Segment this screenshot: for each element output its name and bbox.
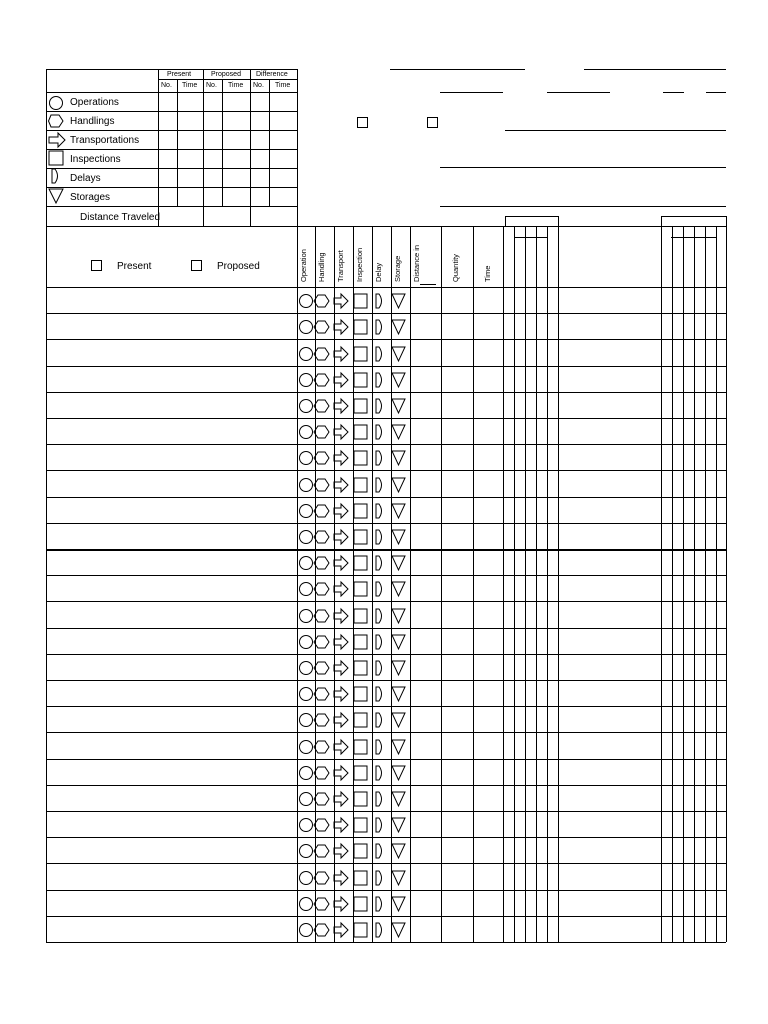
handling-icon[interactable] (314, 348, 329, 360)
summary-left-border (46, 69, 47, 226)
transport-icon[interactable] (334, 635, 348, 649)
handling-icon[interactable] (314, 610, 329, 622)
handling-icon[interactable] (314, 688, 329, 700)
column-box-top (661, 216, 726, 217)
column-box-top (505, 216, 558, 217)
triangle-down-icon (48, 188, 64, 204)
step-symbols (297, 422, 410, 442)
grid-column-line (536, 226, 537, 942)
column-box-side (505, 216, 506, 226)
step-symbols (297, 396, 410, 416)
summary-sub-time: Time (228, 82, 244, 89)
inspection-icon[interactable] (354, 399, 367, 413)
col-header-inspection: Inspection (355, 247, 364, 282)
step-row-line (46, 444, 726, 445)
storage-icon[interactable] (392, 530, 405, 544)
handling-icon[interactable] (314, 767, 329, 779)
summary-row-line (46, 206, 297, 207)
storage-icon[interactable] (392, 582, 405, 596)
storage-icon[interactable] (392, 792, 405, 806)
step-row-line (46, 916, 726, 917)
col-header-handling: Handling (317, 252, 326, 282)
step-symbols (297, 763, 410, 783)
handling-icon[interactable] (314, 662, 329, 674)
transport-icon[interactable] (334, 713, 348, 727)
storage-icon[interactable] (392, 687, 405, 701)
summary-sub-time: Time (275, 82, 291, 89)
step-symbols (297, 291, 410, 311)
inspection-icon[interactable] (354, 347, 367, 361)
summary-sub-time: Time (182, 82, 198, 89)
summary-sub-line (177, 79, 178, 206)
handling-icon[interactable] (314, 898, 329, 910)
summary-sub-no: No. (206, 82, 217, 89)
inspection-icon[interactable] (354, 451, 367, 465)
delay-icon[interactable] (376, 399, 382, 413)
col-header-quantity: Quantity (451, 254, 460, 282)
summary-header-proposed: Proposed (211, 71, 241, 78)
storage-icon[interactable] (392, 766, 405, 780)
delay-icon[interactable] (376, 792, 382, 806)
delay-icon[interactable] (376, 556, 382, 570)
operation-icon[interactable] (300, 688, 313, 701)
summary-row-line (46, 130, 297, 131)
transport-icon[interactable] (334, 923, 348, 937)
transport-icon[interactable] (334, 609, 348, 623)
summary-row-operations: Operations (70, 97, 119, 108)
operation-icon[interactable] (300, 583, 313, 596)
summary-group-line (203, 69, 204, 226)
inspection-icon[interactable] (354, 609, 367, 623)
transport-icon[interactable] (334, 530, 348, 544)
summary-header-difference: Difference (256, 71, 288, 78)
storage-icon[interactable] (392, 320, 405, 334)
hexagon-icon (48, 113, 64, 129)
summary-row-line (46, 226, 297, 227)
step-row-line (46, 706, 726, 707)
summary-top-border (46, 69, 297, 70)
step-symbols (297, 737, 410, 757)
grid-column-line (726, 226, 727, 942)
summary-row-handlings: Handlings (70, 116, 115, 127)
step-symbols (297, 684, 410, 704)
d-shape-icon (49, 168, 65, 184)
handling-icon[interactable] (314, 374, 329, 386)
grid-column-line (514, 226, 515, 942)
operation-icon[interactable] (300, 321, 313, 334)
operation-icon[interactable] (300, 661, 313, 674)
operation-icon[interactable] (300, 478, 313, 491)
step-symbols (297, 815, 410, 835)
operation-icon[interactable] (300, 766, 313, 779)
delay-icon[interactable] (376, 897, 382, 911)
transport-icon[interactable] (334, 582, 348, 596)
delay-icon[interactable] (376, 818, 382, 832)
storage-icon[interactable] (392, 923, 405, 937)
step-dash-line (297, 549, 410, 550)
delay-icon[interactable] (376, 844, 382, 858)
step-symbols (297, 789, 410, 809)
handling-icon[interactable] (314, 845, 329, 857)
transport-icon[interactable] (334, 792, 348, 806)
col-header-time: Time (483, 265, 492, 282)
step-row-line (46, 523, 726, 524)
column-box-side (726, 216, 727, 226)
inspection-icon[interactable] (354, 504, 367, 518)
transport-icon[interactable] (334, 661, 348, 675)
grid-column-line (705, 226, 706, 942)
handling-icon[interactable] (314, 872, 329, 884)
operation-icon[interactable] (300, 295, 313, 308)
summary-sub-line (269, 79, 270, 206)
transport-icon[interactable] (334, 451, 348, 465)
delay-icon[interactable] (376, 294, 382, 308)
step-symbols (297, 710, 410, 730)
handling-icon[interactable] (314, 479, 329, 491)
present-label: Present (117, 261, 152, 272)
delay-icon[interactable] (376, 871, 382, 885)
operation-icon[interactable] (300, 871, 313, 884)
storage-icon[interactable] (392, 478, 405, 492)
storage-icon[interactable] (392, 451, 405, 465)
col-header-storage: Storage (393, 255, 402, 282)
handling-icon[interactable] (314, 714, 329, 726)
header-field-1[interactable] (390, 69, 525, 70)
storage-icon[interactable] (392, 556, 405, 570)
delay-icon[interactable] (376, 451, 382, 465)
operation-icon[interactable] (300, 347, 313, 360)
step-symbols (297, 868, 410, 888)
transport-icon[interactable] (334, 844, 348, 858)
step-row-line (46, 732, 726, 733)
transport-icon[interactable] (334, 871, 348, 885)
summary-row-line (46, 149, 297, 150)
step-row-line (46, 785, 726, 786)
handling-icon[interactable] (314, 583, 329, 595)
summary-row-line (46, 111, 297, 112)
step-symbols (297, 527, 410, 547)
handling-icon[interactable] (314, 452, 329, 464)
transport-icon[interactable] (334, 347, 348, 361)
delay-icon[interactable] (376, 504, 382, 518)
inspection-icon[interactable] (354, 923, 367, 937)
step-symbols (297, 553, 410, 573)
storage-icon[interactable] (392, 294, 405, 308)
inspection-icon[interactable] (354, 766, 367, 780)
header-field-7[interactable] (505, 130, 726, 131)
summary-header-bottom (46, 92, 297, 93)
delay-icon[interactable] (376, 740, 382, 754)
header-field-4[interactable] (547, 92, 610, 93)
handling-icon[interactable] (314, 793, 329, 805)
handling-icon[interactable] (314, 531, 329, 543)
step-row-line (46, 863, 726, 864)
operation-icon[interactable] (300, 819, 313, 832)
step-row-line (46, 497, 726, 498)
summary-header-present: Present (167, 71, 192, 78)
step-symbols (297, 632, 410, 652)
delay-icon[interactable] (376, 923, 382, 937)
step-row-line (46, 601, 726, 602)
transport-icon[interactable] (334, 373, 348, 387)
summary-label-divider (158, 69, 159, 226)
transport-icon[interactable] (334, 740, 348, 754)
inspection-icon[interactable] (354, 530, 367, 544)
handling-icon[interactable] (314, 924, 329, 936)
inspection-icon[interactable] (354, 687, 367, 701)
operation-icon[interactable] (300, 426, 313, 439)
operation-icon[interactable] (300, 504, 313, 517)
grid-column-line (672, 226, 673, 942)
grid-column-line (473, 226, 474, 942)
operation-icon[interactable] (300, 845, 313, 858)
step-symbols (297, 606, 410, 626)
grid-column-line (683, 226, 684, 942)
grid-left-border (46, 226, 47, 942)
inspection-icon[interactable] (354, 320, 367, 334)
transport-icon[interactable] (334, 294, 348, 308)
step-dash-line (297, 811, 410, 812)
col-header-distance: Distance in (412, 244, 421, 282)
grid-column-line (503, 226, 504, 942)
square-icon (48, 150, 64, 166)
col-header-operation: Operation (299, 249, 308, 282)
transport-icon[interactable] (334, 320, 348, 334)
grid-column-line (547, 226, 548, 942)
storage-icon[interactable] (392, 399, 405, 413)
delay-icon[interactable] (376, 687, 382, 701)
proposed-checkbox[interactable] (191, 260, 202, 271)
summary-group-line (250, 69, 251, 226)
transport-icon[interactable] (334, 478, 348, 492)
step-symbols (297, 894, 410, 914)
inspection-icon[interactable] (354, 661, 367, 675)
column-box-side (661, 216, 662, 226)
step-row-line (46, 366, 726, 367)
storage-icon[interactable] (392, 609, 405, 623)
grid-column-line (441, 226, 442, 942)
operation-icon[interactable] (300, 557, 313, 570)
transport-icon[interactable] (334, 556, 348, 570)
storage-icon[interactable] (392, 635, 405, 649)
column-box-side (558, 216, 559, 226)
step-row-line (46, 942, 726, 943)
step-symbols (297, 579, 410, 599)
storage-icon[interactable] (392, 871, 405, 885)
inspection-icon[interactable] (354, 294, 367, 308)
header-field-9[interactable] (440, 206, 726, 207)
step-row-line (46, 392, 726, 393)
transport-icon[interactable] (334, 897, 348, 911)
delay-icon[interactable] (376, 478, 382, 492)
delay-icon[interactable] (376, 766, 382, 780)
storage-icon[interactable] (392, 897, 405, 911)
grid-column-line (694, 226, 695, 942)
step-symbols (297, 841, 410, 861)
transport-icon[interactable] (334, 687, 348, 701)
grid-column-line (410, 226, 411, 942)
handling-icon[interactable] (314, 426, 329, 438)
summary-sub-no: No. (253, 82, 264, 89)
summary-row-line (46, 187, 297, 188)
header-field-8[interactable] (440, 167, 726, 168)
inspection-icon[interactable] (354, 897, 367, 911)
operation-icon[interactable] (300, 452, 313, 465)
inspection-icon[interactable] (354, 792, 367, 806)
storage-icon[interactable] (392, 713, 405, 727)
grid-column-line (661, 226, 662, 942)
summary-sub-line (222, 79, 223, 206)
transport-icon[interactable] (334, 425, 348, 439)
delay-icon[interactable] (376, 425, 382, 439)
grid-column-line (558, 226, 559, 942)
distance-unit-field (420, 284, 436, 285)
step-symbols (297, 475, 410, 495)
operation-icon[interactable] (300, 373, 313, 386)
operation-icon[interactable] (300, 635, 313, 648)
delay-icon[interactable] (376, 582, 382, 596)
inspection-icon[interactable] (354, 556, 367, 570)
storage-icon[interactable] (392, 425, 405, 439)
delay-icon[interactable] (376, 609, 382, 623)
inspection-icon[interactable] (354, 818, 367, 832)
inspection-icon[interactable] (354, 713, 367, 727)
operation-icon[interactable] (300, 923, 313, 936)
delay-icon[interactable] (376, 661, 382, 675)
storage-icon[interactable] (392, 504, 405, 518)
step-row-line (46, 313, 726, 314)
operation-icon[interactable] (300, 792, 313, 805)
present-checkbox[interactable] (91, 260, 102, 271)
step-row-line (46, 470, 726, 471)
delay-icon[interactable] (376, 373, 382, 387)
operation-icon[interactable] (300, 530, 313, 543)
header-field-5[interactable] (663, 92, 684, 93)
step-symbols (297, 344, 410, 364)
header-field-3[interactable] (440, 92, 503, 93)
header-checkbox-1[interactable] (357, 117, 368, 128)
summary-row-delays: Delays (70, 173, 101, 184)
distance-traveled-label: Distance Traveled (80, 212, 161, 223)
summary-row-storages: Storages (70, 192, 111, 203)
inspection-icon[interactable] (354, 740, 367, 754)
header-checkbox-2[interactable] (427, 117, 438, 128)
operation-icon[interactable] (300, 399, 313, 412)
inspection-icon[interactable] (354, 871, 367, 885)
summary-row-line (46, 168, 297, 169)
arrow-right-icon (48, 132, 66, 148)
transport-icon[interactable] (334, 766, 348, 780)
storage-icon[interactable] (392, 347, 405, 361)
operation-icon[interactable] (300, 740, 313, 753)
col-header-delay: Delay (374, 262, 383, 282)
handling-icon[interactable] (314, 819, 329, 831)
storage-icon[interactable] (392, 818, 405, 832)
transport-icon[interactable] (334, 504, 348, 518)
header-field-6[interactable] (706, 92, 726, 93)
proposed-label: Proposed (217, 261, 260, 272)
operation-icon[interactable] (300, 897, 313, 910)
handling-icon[interactable] (314, 557, 329, 569)
step-row-line (46, 654, 726, 655)
summary-sub-no: No. (161, 82, 172, 89)
handling-icon[interactable] (314, 636, 329, 648)
step-symbols (297, 658, 410, 678)
step-symbols (297, 317, 410, 337)
step-symbols (297, 370, 410, 390)
operation-icon[interactable] (300, 714, 313, 727)
storage-icon[interactable] (392, 373, 405, 387)
transport-icon[interactable] (334, 399, 348, 413)
storage-icon[interactable] (392, 661, 405, 675)
summary-row-transportations: Transportations (70, 135, 140, 146)
step-dash-line (297, 680, 410, 681)
summary-group-divider (158, 79, 297, 80)
inspection-icon[interactable] (354, 478, 367, 492)
delay-icon[interactable] (376, 530, 382, 544)
storage-icon[interactable] (392, 844, 405, 858)
delay-icon[interactable] (376, 635, 382, 649)
delay-icon[interactable] (376, 320, 382, 334)
handling-icon[interactable] (314, 400, 329, 412)
inspection-icon[interactable] (354, 425, 367, 439)
inspection-icon[interactable] (354, 582, 367, 596)
inspection-icon[interactable] (354, 635, 367, 649)
circle-icon (48, 95, 64, 111)
inspection-icon[interactable] (354, 844, 367, 858)
summary-right-border (297, 69, 298, 226)
step-symbols (297, 501, 410, 521)
summary-row-inspections: Inspections (70, 154, 121, 165)
header-field-2[interactable] (584, 69, 726, 70)
storage-icon[interactable] (392, 740, 405, 754)
handling-icon[interactable] (314, 505, 329, 517)
delay-icon[interactable] (376, 347, 382, 361)
transport-icon[interactable] (334, 818, 348, 832)
step-symbols (297, 448, 410, 468)
handling-icon[interactable] (314, 741, 329, 753)
grid-column-line (716, 226, 717, 942)
step-row-line (46, 837, 726, 838)
step-row-line (46, 759, 726, 760)
column-box-inner (671, 237, 716, 238)
step-row-line (46, 575, 726, 576)
step-symbols (297, 920, 410, 940)
grid-header-bottom (46, 287, 726, 288)
handling-icon[interactable] (314, 321, 329, 333)
handling-icon[interactable] (314, 295, 329, 307)
col-header-transport: Transport (336, 250, 345, 282)
delay-icon[interactable] (376, 713, 382, 727)
operation-icon[interactable] (300, 609, 313, 622)
step-dash-line (297, 418, 410, 419)
step-row-line (46, 339, 726, 340)
step-row-line (46, 628, 726, 629)
step-row-line (46, 890, 726, 891)
grid-column-line (525, 226, 526, 942)
inspection-icon[interactable] (354, 373, 367, 387)
column-box-inner (515, 237, 548, 238)
